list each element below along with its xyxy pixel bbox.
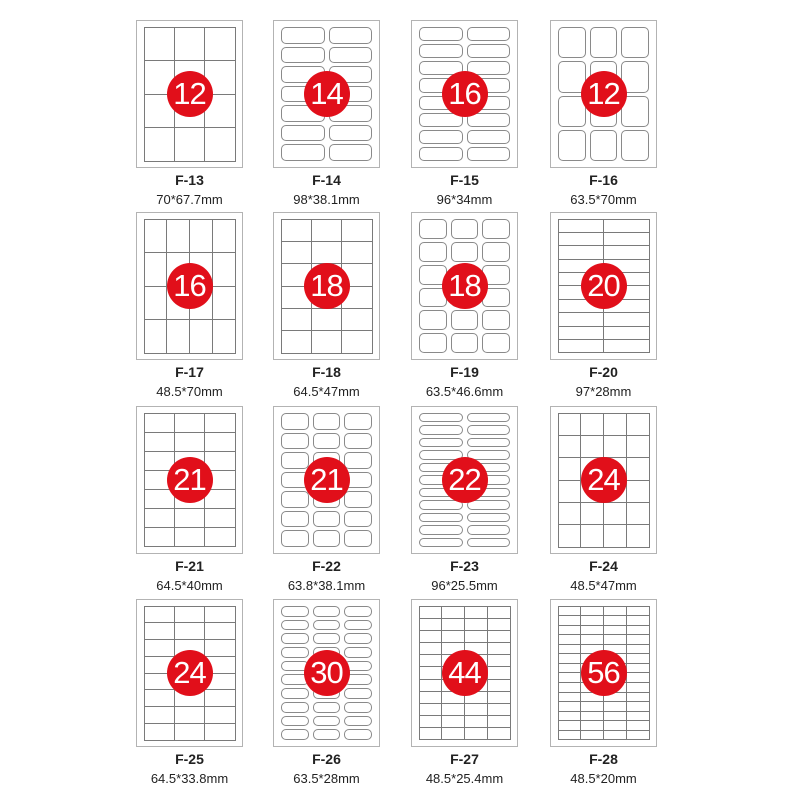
label-cell [313,620,341,631]
label-cell [580,524,604,547]
label-count-badge: 16 [442,71,488,117]
label-cell [419,242,447,262]
label-cell [419,538,463,547]
label-size: 96*25.5mm [431,578,498,593]
label-count-badge: 24 [581,457,627,503]
label-cell [144,127,175,162]
label-cell [580,413,604,436]
label-cell [626,502,650,525]
label-cell [344,491,372,508]
label-cell [344,702,372,713]
label-cell [419,425,463,434]
label-cell [419,147,463,161]
label-cell [467,538,511,547]
label-cell [441,727,465,740]
label-sheet-preview [136,406,243,554]
label-cell [558,502,582,525]
label-cell [281,330,312,353]
label-size: 63.5*70mm [570,192,637,207]
label-cell [281,688,309,699]
label-cell [344,688,372,699]
label-cell [467,425,511,434]
label-cell [144,706,175,724]
label-sheet-preview [273,212,380,360]
label-cell [558,232,605,246]
label-count-badge: 12 [581,71,627,117]
label-cell [144,606,175,624]
label-cell [281,219,312,242]
label-cell [313,702,341,713]
label-cell [281,433,309,450]
label-count-badge: 44 [442,650,488,696]
label-cell [144,622,175,640]
label-cell [482,333,510,353]
label-cell [174,508,205,528]
label-count-badge: 56 [581,650,627,696]
label-cell [204,622,235,640]
label-cell [344,433,372,450]
label-cell [189,319,213,354]
label-cell [464,727,488,740]
product-code: F-13 [175,172,204,188]
label-cell [281,620,309,631]
label-size: 48.5*20mm [570,771,637,786]
label-cell [144,723,175,741]
label-cell [580,502,604,525]
label-cell [419,44,463,58]
label-cell [329,125,373,142]
label-cell [144,219,168,254]
product-code: F-18 [312,364,341,380]
label-cell [344,606,372,617]
label-cell [603,413,627,436]
label-size: 63.5*46.6mm [425,384,504,399]
label-cell [344,530,372,547]
label-cell [603,339,650,353]
label-sheet-preview [550,599,657,747]
label-size: 97*28mm [575,384,632,399]
label-size: 70*67.7mm [156,192,223,207]
label-cell [174,27,205,62]
label-cell [341,219,372,242]
label-sheet-preview [273,599,380,747]
label-sheet-preview [411,20,518,168]
label-cell [204,432,235,452]
product-code: F-27 [450,751,479,767]
label-cell [558,435,582,458]
label-sheet-preview [411,212,518,360]
label-cell [313,530,341,547]
label-size: 98*38.1mm [293,192,360,207]
label-cell [281,729,309,740]
label-cell [311,219,342,242]
label-cell [419,413,463,422]
label-sheet-preview [550,212,657,360]
label-cell [621,27,649,58]
label-cell [419,727,443,740]
product-code: F-22 [312,558,341,574]
label-cell [621,130,649,161]
label-cell [580,730,604,741]
label-cell [558,730,582,741]
label-cell [313,433,341,450]
label-cell [281,144,325,161]
product-code: F-15 [450,172,479,188]
product-code: F-28 [589,751,618,767]
label-cell [204,723,235,741]
label-cell [451,219,479,239]
product-code: F-20 [589,364,618,380]
label-count-badge: 22 [442,457,488,503]
label-cell [313,716,341,727]
label-cell [419,27,463,41]
label-cell [419,525,463,534]
label-count-badge: 18 [442,263,488,309]
label-cell [603,730,627,741]
label-cell [626,435,650,458]
label-sheet-preview [273,20,380,168]
label-count-badge: 24 [167,650,213,696]
product-code: F-16 [589,172,618,188]
label-cell [451,333,479,353]
label-cell [313,729,341,740]
label-cell [204,706,235,724]
label-cell [626,730,650,741]
label-cell [419,219,447,239]
label-cell [174,432,205,452]
label-cell [204,527,235,547]
label-cell [344,647,372,658]
product-code: F-14 [312,172,341,188]
label-cell [590,130,618,161]
label-count-badge: 21 [167,457,213,503]
label-cell [144,27,175,62]
label-sheet-preview [136,20,243,168]
label-cell [558,312,605,326]
label-cell [603,245,650,259]
label-cell [467,438,511,447]
label-count-badge: 21 [304,457,350,503]
product-code: F-17 [175,364,204,380]
label-size: 48.5*25.4mm [425,771,504,786]
label-cell [482,310,510,330]
label-cell [603,435,627,458]
label-cell [603,232,650,246]
label-cell [626,413,650,436]
label-cell [189,219,213,254]
label-count-badge: 14 [304,71,350,117]
label-cell [419,333,447,353]
label-cell [281,27,325,44]
label-cell [204,689,235,707]
label-cell [281,647,309,658]
label-cell [281,491,309,508]
label-cell [313,511,341,528]
label-cell [344,452,372,469]
label-cell [313,413,341,430]
label-cell [144,319,168,354]
label-cell [626,480,650,503]
label-cell [212,219,236,254]
label-cell [467,147,511,161]
label-cell [212,252,236,287]
label-sheet-preview [550,406,657,554]
label-cell [467,130,511,144]
label-cell [590,27,618,58]
label-cell [626,524,650,547]
label-cell [204,606,235,624]
label-cell [487,727,511,740]
label-sheet-preview [273,406,380,554]
label-size: 63.8*38.1mm [287,578,366,593]
product-code: F-26 [312,751,341,767]
label-sheet-preview [136,599,243,747]
label-cell [144,252,168,287]
label-cell [204,639,235,657]
label-cell [467,27,511,41]
label-cell [311,308,342,331]
label-cell [281,702,309,713]
label-cell [419,310,447,330]
label-cell [212,286,236,321]
label-cell [204,27,235,62]
label-cell [603,502,627,525]
label-cell [174,127,205,162]
label-sheet-preview [411,406,518,554]
label-cell [558,219,605,233]
label-cell [144,639,175,657]
label-size: 48.5*70mm [156,384,223,399]
label-cell [344,413,372,430]
label-cell [281,716,309,727]
label-cell [329,144,373,161]
label-cell [626,457,650,480]
label-cell [467,500,511,509]
label-cell [467,44,511,58]
label-cell [144,508,175,528]
label-size: 64.5*47mm [293,384,360,399]
label-cell [558,480,582,503]
label-cell [144,432,175,452]
label-cell [419,130,463,144]
label-cell [281,308,312,331]
label-cell [174,413,205,433]
label-cell [451,242,479,262]
label-count-badge: 12 [167,71,213,117]
label-cell [603,312,650,326]
label-cell [204,413,235,433]
label-cell [212,319,236,354]
label-cell [603,219,650,233]
label-cell [558,457,582,480]
label-cell [281,413,309,430]
label-cell [558,130,586,161]
label-cell [311,330,342,353]
label-size: 48.5*47mm [570,578,637,593]
product-code: F-24 [589,558,618,574]
label-cell [144,286,168,321]
label-cell [313,606,341,617]
label-cell [144,689,175,707]
label-cell [166,219,190,254]
label-cell [467,525,511,534]
label-cell [341,308,372,331]
label-cell [344,511,372,528]
label-cell [341,330,372,353]
label-cell [558,413,582,436]
label-cell [482,219,510,239]
label-count-badge: 20 [581,263,627,309]
product-code: F-23 [450,558,479,574]
label-cell [467,413,511,422]
label-cell [329,47,373,64]
label-size: 96*34mm [436,192,493,207]
label-count-badge: 16 [167,263,213,309]
label-cell [558,326,605,340]
label-cell [281,47,325,64]
product-code: F-25 [175,751,204,767]
label-cell [174,622,205,640]
label-cell [344,716,372,727]
label-cell [204,127,235,162]
label-cell [341,241,372,264]
label-cell [558,339,605,353]
label-cell [467,513,511,522]
label-cell [482,242,510,262]
label-count-badge: 30 [304,650,350,696]
label-cell [281,125,325,142]
label-cell [204,508,235,528]
label-sheet-preview [136,212,243,360]
label-cell [174,723,205,741]
label-cell [174,527,205,547]
label-size: 64.5*40mm [156,578,223,593]
label-cell [329,27,373,44]
label-cell [313,633,341,644]
label-cell [558,27,586,58]
label-cell [144,527,175,547]
label-cell [144,413,175,433]
label-cell [344,633,372,644]
label-cell [451,310,479,330]
label-cell [166,319,190,354]
label-count-badge: 18 [304,263,350,309]
label-cell [281,530,309,547]
label-cell [419,438,463,447]
label-cell [558,524,582,547]
label-cell [281,511,309,528]
product-code: F-19 [450,364,479,380]
label-cell [174,706,205,724]
label-cell [344,620,372,631]
label-cell [281,633,309,644]
label-cell [344,729,372,740]
label-cell [603,524,627,547]
label-cell [558,245,605,259]
label-size: 64.5*33.8mm [150,771,229,786]
label-sheet-preview [411,599,518,747]
label-cell [580,435,604,458]
label-cell [174,606,205,624]
label-cell [419,513,463,522]
product-code: F-21 [175,558,204,574]
label-cell [281,452,309,469]
label-size: 63.5*28mm [293,771,360,786]
label-cell [311,241,342,264]
label-cell [603,326,650,340]
label-cell [281,241,312,264]
label-cell [281,606,309,617]
label-sheet-preview [550,20,657,168]
